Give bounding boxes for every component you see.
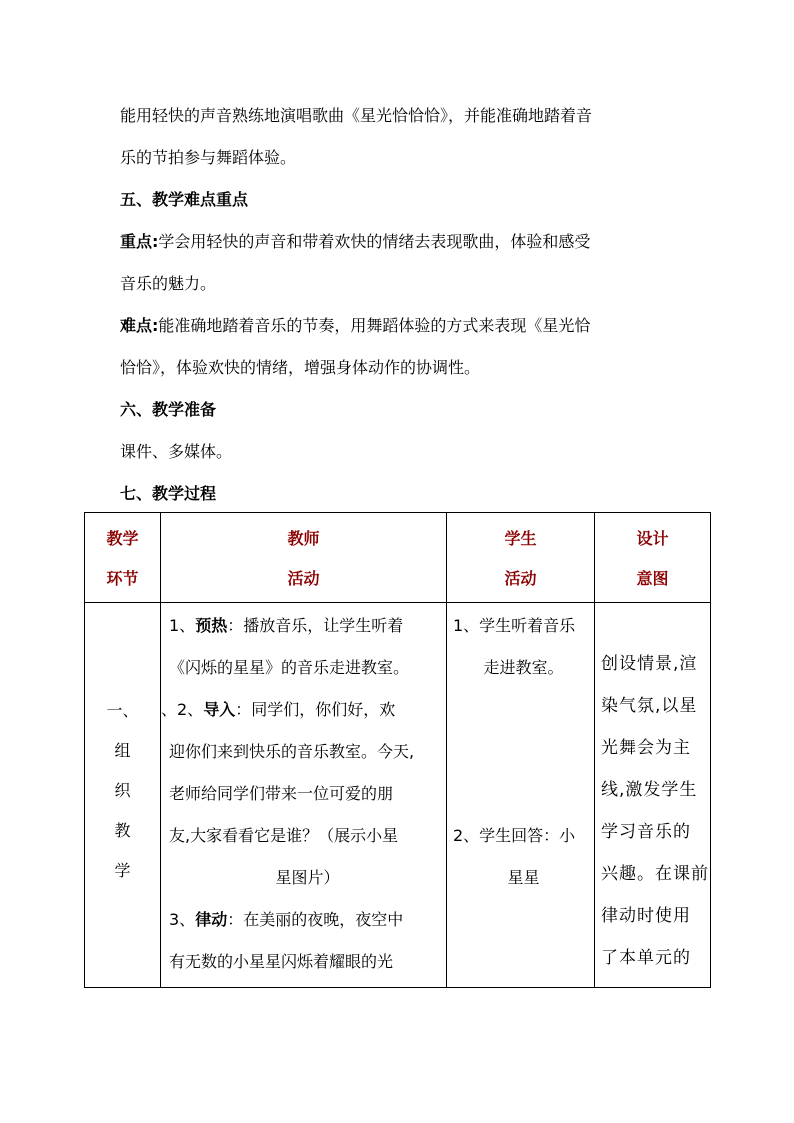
key-point-label: 重点: <box>120 232 159 251</box>
stage-char: 织 <box>114 781 131 800</box>
teacher-line: 友,大家看看它是谁？（展示小星 <box>169 826 399 845</box>
header-student-activity: 学生 活动 <box>447 513 595 603</box>
design-line: 染气氛,以星 <box>601 696 698 716</box>
teacher-line: 星图片） <box>275 868 340 887</box>
intro-line-2: 乐的节拍参与舞蹈体验。 <box>120 148 297 167</box>
stage-number: 一、 <box>106 701 139 720</box>
student-line: 2、学生回答：小 <box>453 826 576 845</box>
design-line: 学习音乐的 <box>601 822 691 842</box>
design-line: 律动时使用 <box>601 906 691 926</box>
key-point-line-1 <box>120 232 590 252</box>
table-header-row <box>85 513 711 603</box>
teacher-activity-cell <box>161 603 447 988</box>
header-stage: 教学 环节 <box>85 513 161 603</box>
key-point-line-2: 音乐的魅力。 <box>120 274 217 293</box>
difficult-point-label: 难点: <box>120 316 159 335</box>
stage-char: 学 <box>114 861 131 880</box>
design-line: 了本单元的 <box>601 948 691 968</box>
teacher-line: 有无数的小星星闪烁着耀眼的光 <box>169 952 394 971</box>
teaching-process-table <box>84 512 711 988</box>
teacher-line: 、2、导入：同学们，你们好，欢 <box>161 700 396 719</box>
section-6-text: 课件、多媒体。 <box>120 442 233 461</box>
student-line: 1、学生听着音乐 <box>453 616 576 635</box>
section-5-heading: 五、教学难点重点 <box>120 190 249 209</box>
design-line: 光舞会为主 <box>601 738 691 758</box>
design-intent-cell <box>595 603 711 988</box>
section-7-heading: 七、教学过程 <box>120 484 217 503</box>
teacher-line: 迎你们来到快乐的音乐教室。今天, <box>169 742 415 761</box>
student-line: 星星 <box>507 868 540 887</box>
difficult-point-text: 能准确地踏着音乐的节奏，用舞蹈体验的方式来表现《星光恰 <box>158 316 591 335</box>
design-line: 线,激发学生 <box>601 780 698 800</box>
section-6-heading: 六、教学准备 <box>120 400 217 419</box>
student-line: 走进教室。 <box>483 658 564 677</box>
header-teacher-activity: 教师 活动 <box>161 513 447 603</box>
stage-char: 教 <box>114 821 131 840</box>
stage-char: 组 <box>114 741 131 760</box>
teacher-line: 老师给同学们带来一位可爱的朋 <box>169 784 394 803</box>
design-line: 兴趣。在课前 <box>601 864 709 884</box>
difficult-point-line-1 <box>120 316 590 336</box>
teacher-line: 1、预热：播放音乐，让学生听着 <box>169 616 404 635</box>
teacher-line: 3、律动：在美丽的夜晚，夜空中 <box>169 910 404 929</box>
student-activity-cell <box>447 603 595 988</box>
table-row <box>85 603 711 988</box>
key-point-text: 学会用轻快的声音和带着欢快的情绪去表现歌曲，体验和感受 <box>158 232 591 251</box>
design-line: 创设情景,渲 <box>601 654 698 674</box>
intro-line-1: 能用轻快的声音熟练地演唱歌曲《星光恰恰恰》，并能准确地踏着音 <box>120 106 593 125</box>
stage-cell <box>85 603 161 988</box>
teacher-line: 《闪烁的星星》的音乐走进教室。 <box>169 658 410 677</box>
header-design-intent: 设计 意图 <box>595 513 711 603</box>
difficult-point-line-2: 恰恰》，体验欢快的情绪，增强身体动作的协调性。 <box>120 358 481 377</box>
